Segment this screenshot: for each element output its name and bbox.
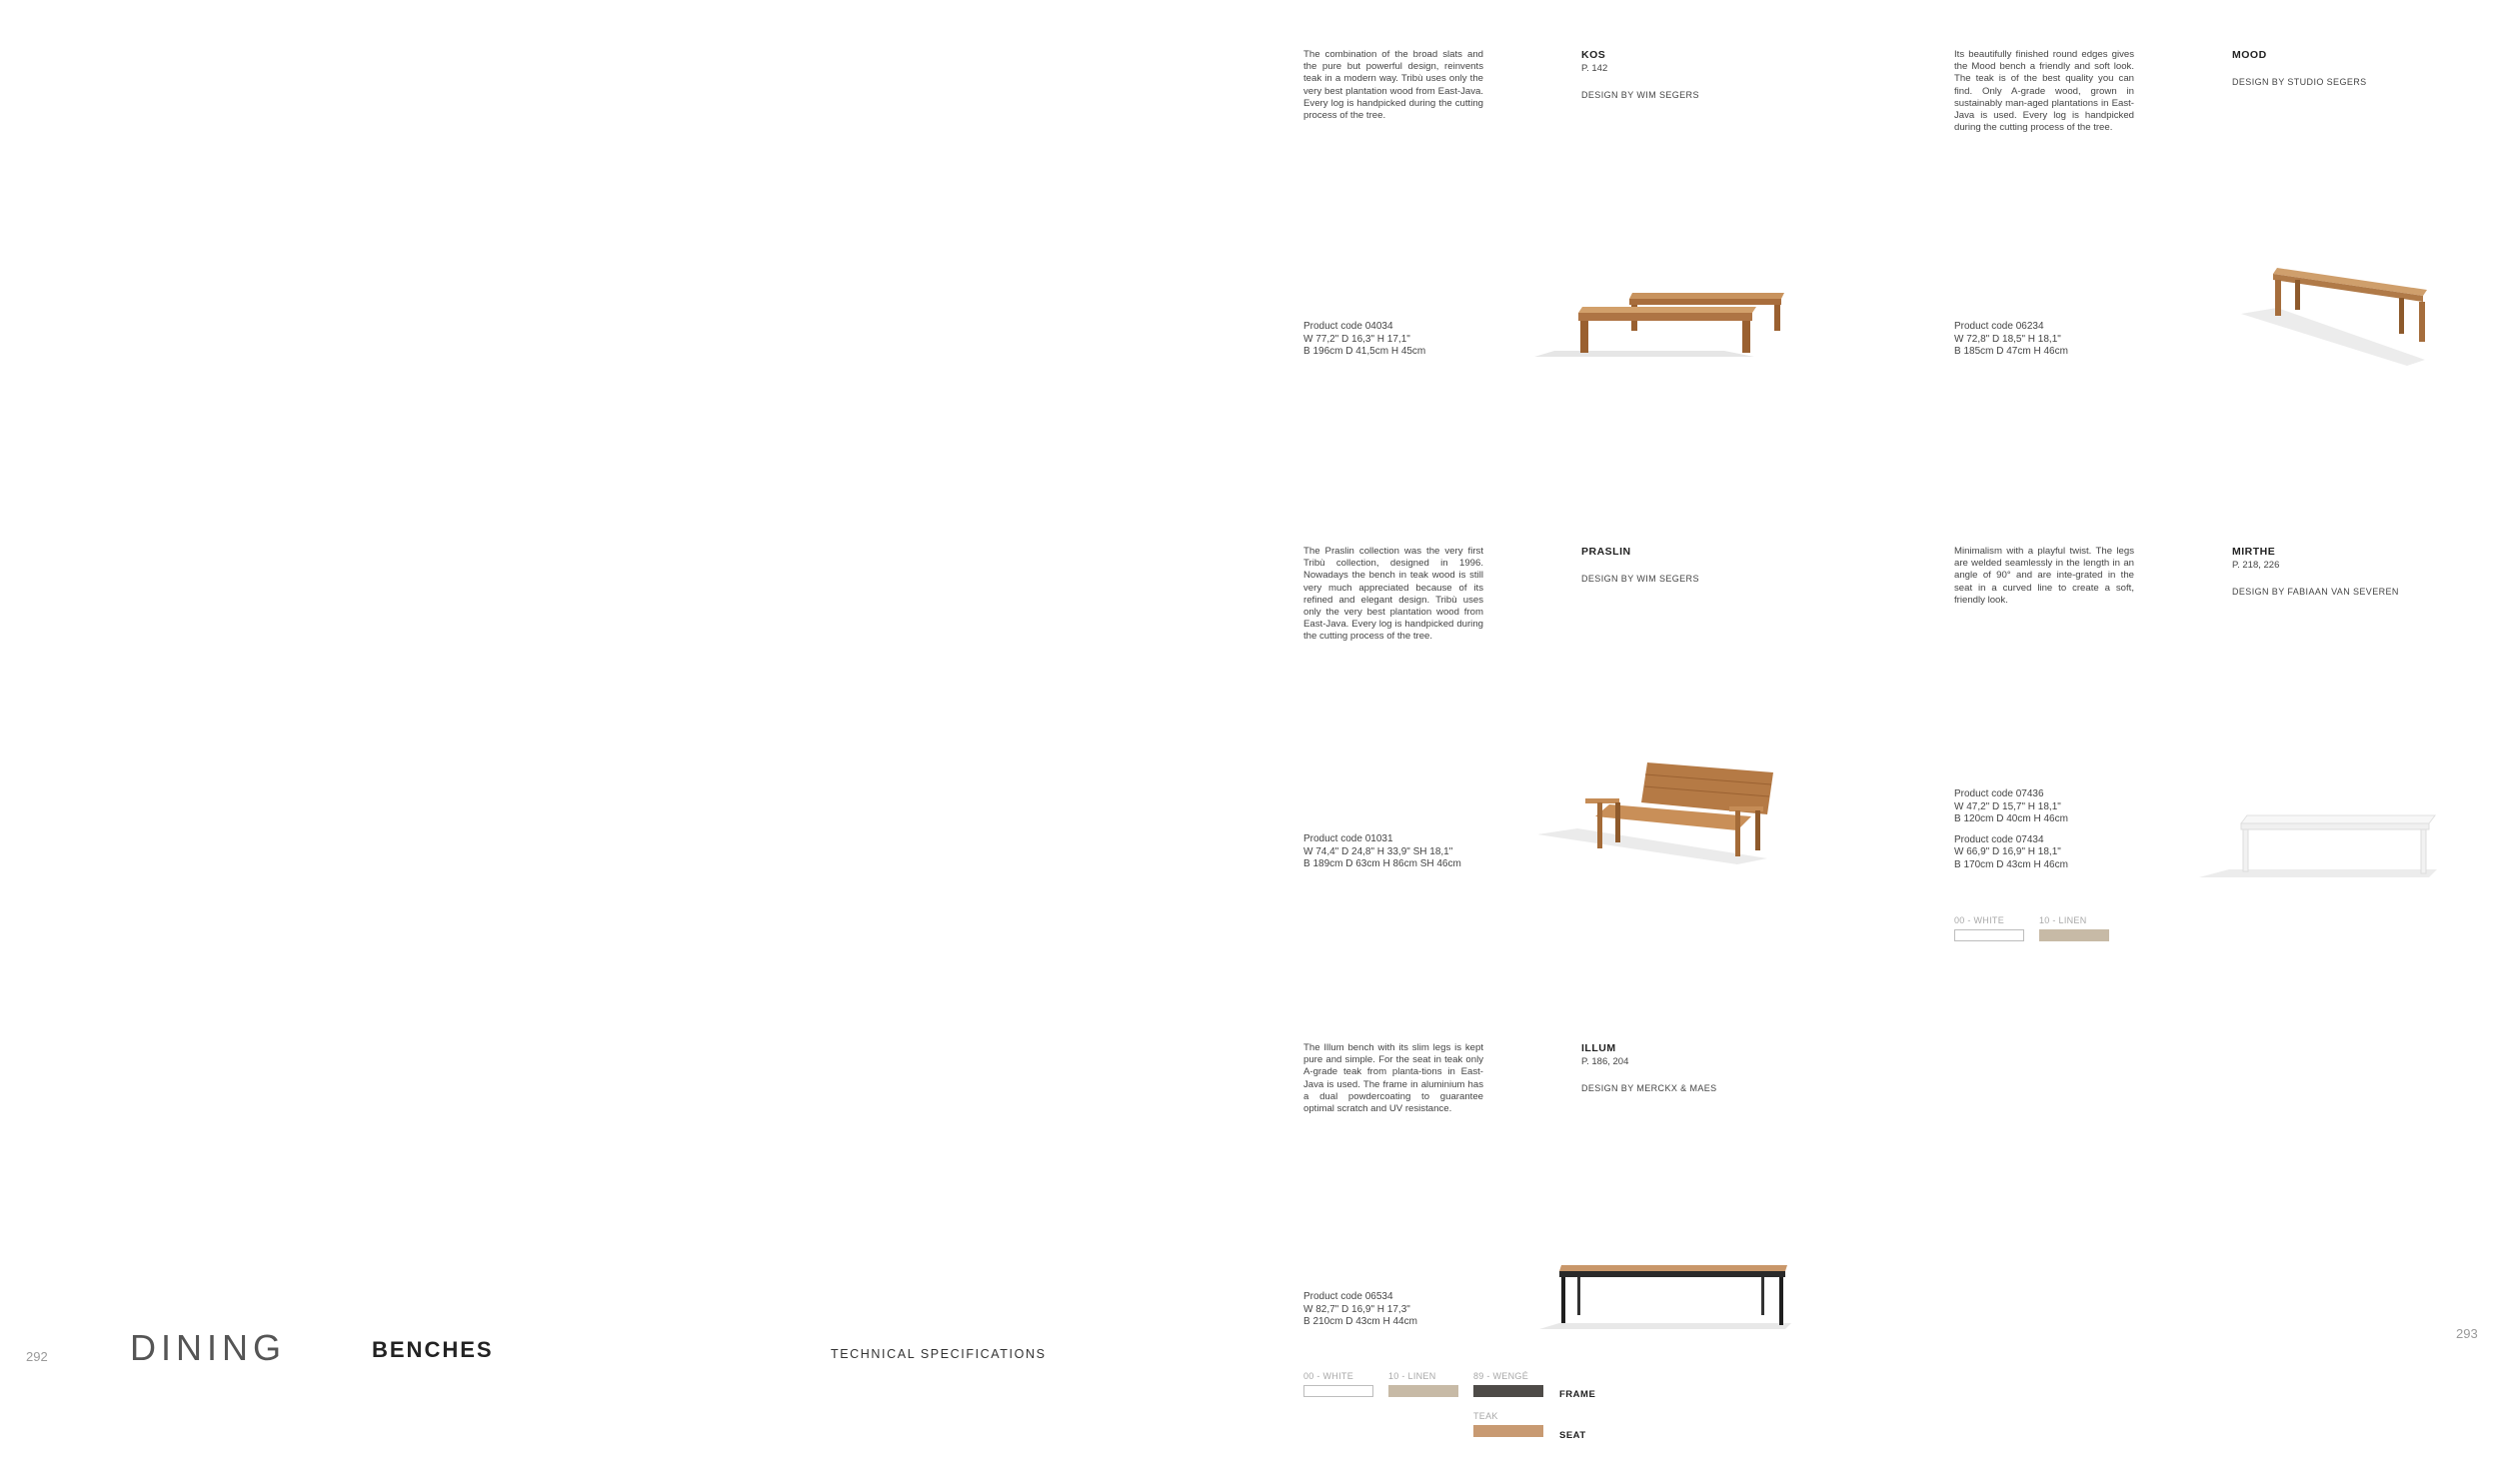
kos-code-line: B 196cm D 41,5cm H 45cm bbox=[1303, 346, 1426, 357]
mirthe-swatch-linen bbox=[2039, 915, 2109, 941]
illum-code-line: Product code 06534 bbox=[1303, 1291, 1393, 1302]
mirthe-code-a-line: Product code 07436 bbox=[1954, 788, 2044, 799]
mirthe-code-a-line: B 120cm D 40cm H 46cm bbox=[1954, 813, 2068, 824]
color-swatch bbox=[1388, 1385, 1458, 1397]
frame-label: FRAME bbox=[1559, 1389, 1596, 1400]
kos-page-ref: P. 142 bbox=[1581, 63, 1608, 74]
illum-frame-swatch-white bbox=[1303, 1371, 1373, 1397]
color-swatch bbox=[2039, 929, 2109, 941]
kos-product-code bbox=[1303, 321, 1425, 359]
mood-heading bbox=[2232, 49, 2367, 87]
illum-product-code bbox=[1303, 1291, 1417, 1329]
section-title: DINING bbox=[130, 1327, 286, 1368]
kos-code-line: W 77,2" D 16,3" H 17,1" bbox=[1303, 333, 1410, 345]
kos-code-line: Product code 04034 bbox=[1303, 321, 1393, 332]
mirthe-description: Minimalism with a playful twist. The legs are welded seamlessly in the length in an angle of 90° and are inte-grated in the seat in a curved line to create a soft, friendly look. bbox=[1954, 546, 2134, 606]
praslin-code-line: Product code 01031 bbox=[1303, 833, 1393, 844]
mirthe-name: MIRTHE bbox=[2232, 546, 2276, 558]
swatch-label: TEAK bbox=[1473, 1411, 1498, 1421]
praslin-product-code bbox=[1303, 833, 1461, 871]
seat-label: SEAT bbox=[1559, 1430, 1586, 1441]
color-swatch bbox=[1473, 1385, 1543, 1397]
illum-page-ref: P. 186, 204 bbox=[1581, 1056, 1629, 1067]
mood-code-line: W 72,8" D 18,5" H 18,1" bbox=[1954, 333, 2061, 345]
illum-frame-swatch-linen bbox=[1388, 1371, 1458, 1397]
illum-seat-swatch-teak bbox=[1473, 1411, 1543, 1437]
mirthe-swatch-white bbox=[1954, 915, 2024, 941]
illum-name: ILLUM bbox=[1581, 1042, 1616, 1054]
praslin-code-line: B 189cm D 63cm H 86cm SH 46cm bbox=[1303, 858, 1461, 869]
mirthe-code-b-line: Product code 07434 bbox=[1954, 833, 2044, 845]
swatch-label: 10 - LINEN bbox=[2039, 915, 2087, 925]
illum-heading bbox=[1581, 1042, 1717, 1093]
mood-code-line: B 185cm D 47cm H 46cm bbox=[1954, 346, 2068, 357]
kos-description: The combination of the broad slats and the pure but powerful design, reinvents teak in a modern way. Tribù uses only the very best plantation wood from East-Java. Every log is handpicked during the cutting process of the tree. bbox=[1303, 49, 1483, 122]
illum-description: The Illum bench with its slim legs is kept pure and simple. For the seat in teak only A-grade teak from planta-tions in East-Java is used. The frame in aluminium has a dual powdercoating to guarantee optimal scratch and UV resistance. bbox=[1303, 1042, 1483, 1115]
color-swatch bbox=[1473, 1425, 1543, 1437]
swatch-label: 00 - WHITE bbox=[1954, 915, 2005, 925]
illum-code-line: B 210cm D 43cm H 44cm bbox=[1303, 1316, 1417, 1327]
mirthe-code-b-line: B 170cm D 43cm H 46cm bbox=[1954, 858, 2068, 870]
illum-code-line: W 82,7" D 16,9" H 17,3" bbox=[1303, 1303, 1410, 1315]
praslin-designer: DESIGN BY WIM SEGERS bbox=[1581, 574, 1699, 584]
praslin-code-line: W 74,4" D 24,8" H 33,9" SH 18,1" bbox=[1303, 845, 1453, 857]
mood-bench-image bbox=[2237, 262, 2437, 372]
praslin-name: PRASLIN bbox=[1581, 546, 1631, 558]
kos-name: KOS bbox=[1581, 49, 1606, 61]
mirthe-product-code bbox=[1954, 788, 2068, 871]
color-swatch bbox=[1954, 929, 2024, 941]
color-swatch bbox=[1303, 1385, 1373, 1397]
subsection-title: TECHNICAL SPECIFICATIONS bbox=[831, 1347, 1047, 1361]
mirthe-bench-image bbox=[2199, 811, 2439, 886]
praslin-description: The Praslin collection was the very first Tribù collection, designed in 1996. Nowadays the bench in teak wood is still very much appreciated because of its refined and elegant design. Tribù uses only the very best plantation wood from East-Java. Every log is handpicked during the cutting process of the tree. bbox=[1303, 546, 1483, 643]
mood-description: Its beautifully finished round edges gives the Mood bench a friendly and soft look. The teak is of the best quality you can find. Only A-grade wood, grown in sustainably man-aged plantations in East-Java is used. Every log is handpicked during the cutting process of the tree. bbox=[1954, 49, 2134, 134]
page-number-left: 292 bbox=[26, 1349, 48, 1364]
mirthe-heading bbox=[2232, 546, 2399, 597]
mood-product-code bbox=[1954, 321, 2068, 359]
category-title: BENCHES bbox=[372, 1337, 494, 1362]
illum-frame-swatch-wenge bbox=[1473, 1371, 1543, 1397]
mood-designer: DESIGN BY STUDIO SEGERS bbox=[2232, 77, 2367, 87]
illum-bench-image bbox=[1529, 1261, 1799, 1336]
swatch-label: 00 - WHITE bbox=[1303, 1371, 1354, 1381]
swatch-label: 10 - LINEN bbox=[1388, 1371, 1436, 1381]
illum-designer: DESIGN BY MERCKX & MAES bbox=[1581, 1083, 1717, 1093]
swatch-label: 89 - WENGÉ bbox=[1473, 1371, 1529, 1381]
mood-code-line: Product code 06234 bbox=[1954, 321, 2044, 332]
kos-heading bbox=[1581, 49, 1699, 100]
mirthe-code-b-line: W 66,9" D 16,9" H 18,1" bbox=[1954, 846, 2061, 857]
mirthe-code-a-line: W 47,2" D 15,7" H 18,1" bbox=[1954, 800, 2061, 812]
mirthe-page-ref: P. 218, 226 bbox=[2232, 560, 2280, 571]
praslin-bench-image bbox=[1537, 754, 1787, 874]
mood-name: MOOD bbox=[2232, 49, 2267, 61]
mirthe-designer: DESIGN BY FABIAAN VAN SEVEREN bbox=[2232, 587, 2399, 597]
praslin-heading bbox=[1581, 546, 1699, 584]
kos-bench-image bbox=[1524, 285, 1794, 365]
kos-designer: DESIGN BY WIM SEGERS bbox=[1581, 90, 1699, 100]
page-number-right: 293 bbox=[2456, 1326, 2478, 1341]
